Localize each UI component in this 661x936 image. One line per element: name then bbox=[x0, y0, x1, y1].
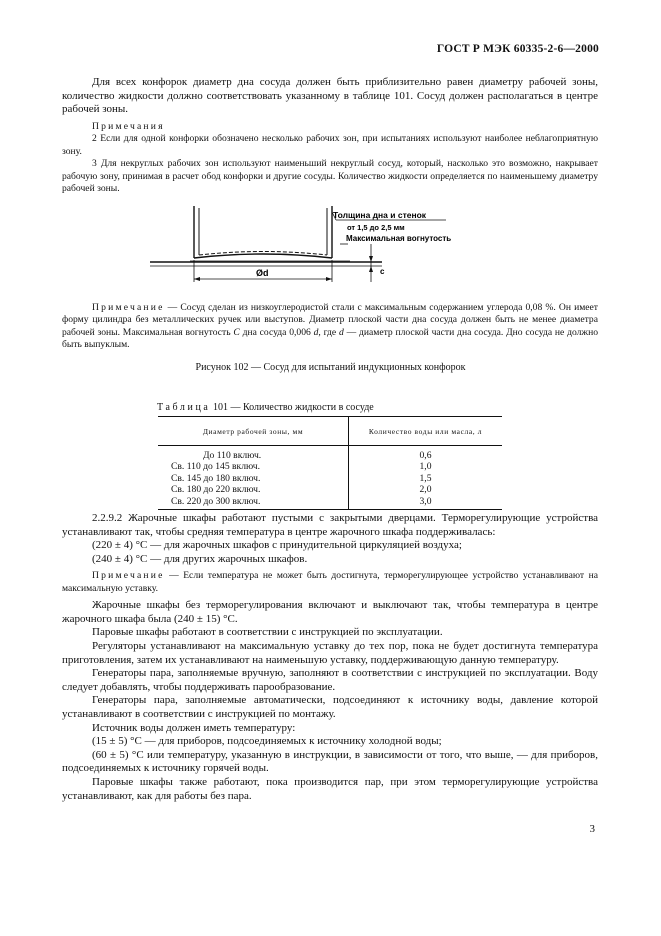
table-cell-value: 2,0 bbox=[419, 484, 432, 496]
table-row bbox=[158, 496, 502, 510]
figure-caption: Рисунок 102 — Сосуд для испытаний индукционных конфорок bbox=[195, 362, 466, 373]
diameter-label: Ød bbox=[256, 268, 269, 278]
section-para-8: Генераторы пара, заполняемые автоматически, подсоединяют к источнику воды, давление которой устанавливают в соответствии с инструкцией по монтажу. bbox=[62, 694, 598, 720]
section-para-10: (15 ± 5) °С — для приборов, подсоединяемых к источнику холодной воды; bbox=[92, 735, 442, 748]
section-note-label: Примечание bbox=[92, 570, 165, 582]
section-block bbox=[62, 512, 598, 803]
section-para-12: Паровые шкафы также работают, пока производится пар, при этом терморегулирующие устройства устанавливают, как для работы без пара. bbox=[62, 775, 598, 802]
section-para-3: (240 ± 4) °С — для других жарочных шкафов. bbox=[92, 552, 308, 565]
vessel-bottom-outer bbox=[194, 254, 332, 258]
section-para-5: Паровые шкафы работают в соответствии с инструкцией по эксплуатации. bbox=[92, 626, 443, 639]
page-number: 3 bbox=[589, 823, 595, 835]
c-label: c bbox=[380, 267, 385, 276]
dim-arrow-left bbox=[194, 277, 200, 281]
figure-note-block bbox=[62, 302, 598, 352]
table-cell-range: Св. 180 до 220 включ. bbox=[158, 484, 349, 495]
section-para-7: Генераторы пара, заполняемые вручную, заполняют в соответствии с инструкцией по эксплуатации. Воду следует добавлять, чтобы поддерживать парообразование. bbox=[62, 667, 598, 693]
figure-note-text-4: — диаметр плоской части дна сосуда. Дно сосуда не должно быть выпуклым. bbox=[62, 326, 598, 351]
notes-title bbox=[62, 121, 598, 133]
figure-note-text-1: — Сосуд сделан из низкоуглеродистой стали с максимальным содержанием углерода 0,08 %. Он имеет форму цилиндра без металлических ручек или выступов. Диаметр плоской части дна сосуда должен быть не менее диаметра рабочей зоны. Максимальная вогнутость bbox=[62, 302, 598, 338]
dim-arrow-right bbox=[326, 277, 332, 281]
section-para-9: Источник воды должен иметь температуру: bbox=[92, 721, 296, 734]
table-title-spaced: Таблица bbox=[157, 402, 211, 413]
table-header-diameter: Диаметр рабочей зоны, мм bbox=[158, 417, 349, 446]
table-cell-value: 1,0 bbox=[419, 461, 432, 473]
figure-note-text-3: , где bbox=[318, 326, 339, 338]
table-cell-range: Св. 110 до 145 включ. bbox=[158, 461, 349, 472]
c-arrow-bottom bbox=[369, 266, 373, 272]
notes-block bbox=[62, 121, 598, 195]
figure-note bbox=[62, 302, 598, 352]
note-2: 2 Если для одной конфорки обозначено несколько рабочих зон, при испытаниях используют наиболее неблагоприятную зону. bbox=[62, 133, 598, 157]
intro-paragraph: Для всех конфорок диаметр дна сосуда должен быть приблизительно равен диаметру рабочей зоны, количество жидкости должно соответствовать указанному в таблице 101. Сосуд должен располагаться в центре рабочей зоны. bbox=[62, 76, 598, 116]
flatness-label: Максимальная вогнутость bbox=[346, 234, 452, 243]
figure-note-d2: d bbox=[338, 326, 344, 338]
table-title bbox=[157, 402, 374, 413]
table-cell-range: Св. 220 до 300 включ. bbox=[158, 496, 349, 510]
table-cell-value: 0,6 bbox=[419, 450, 432, 461]
section-para-11: (60 ± 5) °С или температуру, указанную в инструкции, в зависимости от того, что выше, — для приборов, подсоединяемых к источнику горячей воды. bbox=[62, 748, 598, 775]
table-title-rest: 101 — Количество жидкости в сосуде bbox=[210, 402, 374, 413]
table-cell-range: Св. 145 до 180 включ. bbox=[158, 473, 349, 484]
figure-note-d: d bbox=[313, 326, 319, 338]
section-para-1: 2.2.9.2 Жарочные шкафы работают пустыми с закрытыми дверцами. Терморегулирующие устройства устанавливают так, чтобы средняя температура в центре жарочного шкафа поддерживалась: bbox=[62, 512, 598, 538]
figure-note-text-2: дна сосуда 0,006 bbox=[239, 326, 314, 338]
document-header: ГОСТ Р МЭК 60335-2-6—2000 bbox=[436, 43, 599, 55]
table-row bbox=[158, 461, 502, 472]
section-para-2: (220 ± 4) °С — для жарочных шкафов с принудительной циркуляцией воздуха; bbox=[92, 539, 462, 552]
figure-note-label: Примечание bbox=[92, 302, 165, 313]
thickness-label-1: Толщина дна и стенок bbox=[333, 210, 427, 220]
table-header-quantity: Количество воды или масла, л bbox=[349, 417, 503, 446]
thickness-label-2: от 1,5 до 2,5 мм bbox=[347, 223, 405, 232]
table-row bbox=[158, 473, 502, 484]
figure-note-c: C bbox=[233, 326, 240, 338]
section-note-text: — Если температура не может быть достигнута, терморегулирующее устройство устанавливают на максимальную уставку. bbox=[62, 570, 598, 594]
table-row bbox=[158, 446, 502, 462]
notes-title-text: Примечания bbox=[92, 121, 165, 132]
section-para-6: Регуляторы устанавливают на максимальную уставку до тех пор, пока не будет достигнута температура приготовления, затем их устанавливают на наименьшую уставку, поддерживающую данную температуру. bbox=[62, 639, 598, 666]
section-note bbox=[62, 570, 598, 595]
table-header-row bbox=[158, 417, 502, 446]
liquid-quantity-table bbox=[158, 416, 502, 510]
note-3: 3 Для некруглых рабочих зон используют наименьший некруглый сосуд, который, насколько это возможно, накрывает рабочую зону, принимая в расчет обод конфорки и другие сосуды. Количество жидкости определяется по наименьшему диаметру рабочей зоны. bbox=[62, 158, 598, 195]
table-cell-value: 1,5 bbox=[419, 472, 432, 484]
intro-block bbox=[62, 76, 598, 117]
vessel-figure bbox=[150, 200, 510, 300]
table-cell-range: До 110 включ. bbox=[158, 446, 349, 462]
c-arrow-top bbox=[369, 256, 373, 262]
table-row bbox=[158, 484, 502, 495]
table-cell-value: 3,0 bbox=[349, 496, 503, 510]
section-para-4: Жарочные шкафы без терморегулирования включают и выключают так, чтобы температура в центре жарочного шкафа была (240 ± 15) °С. bbox=[62, 599, 598, 625]
